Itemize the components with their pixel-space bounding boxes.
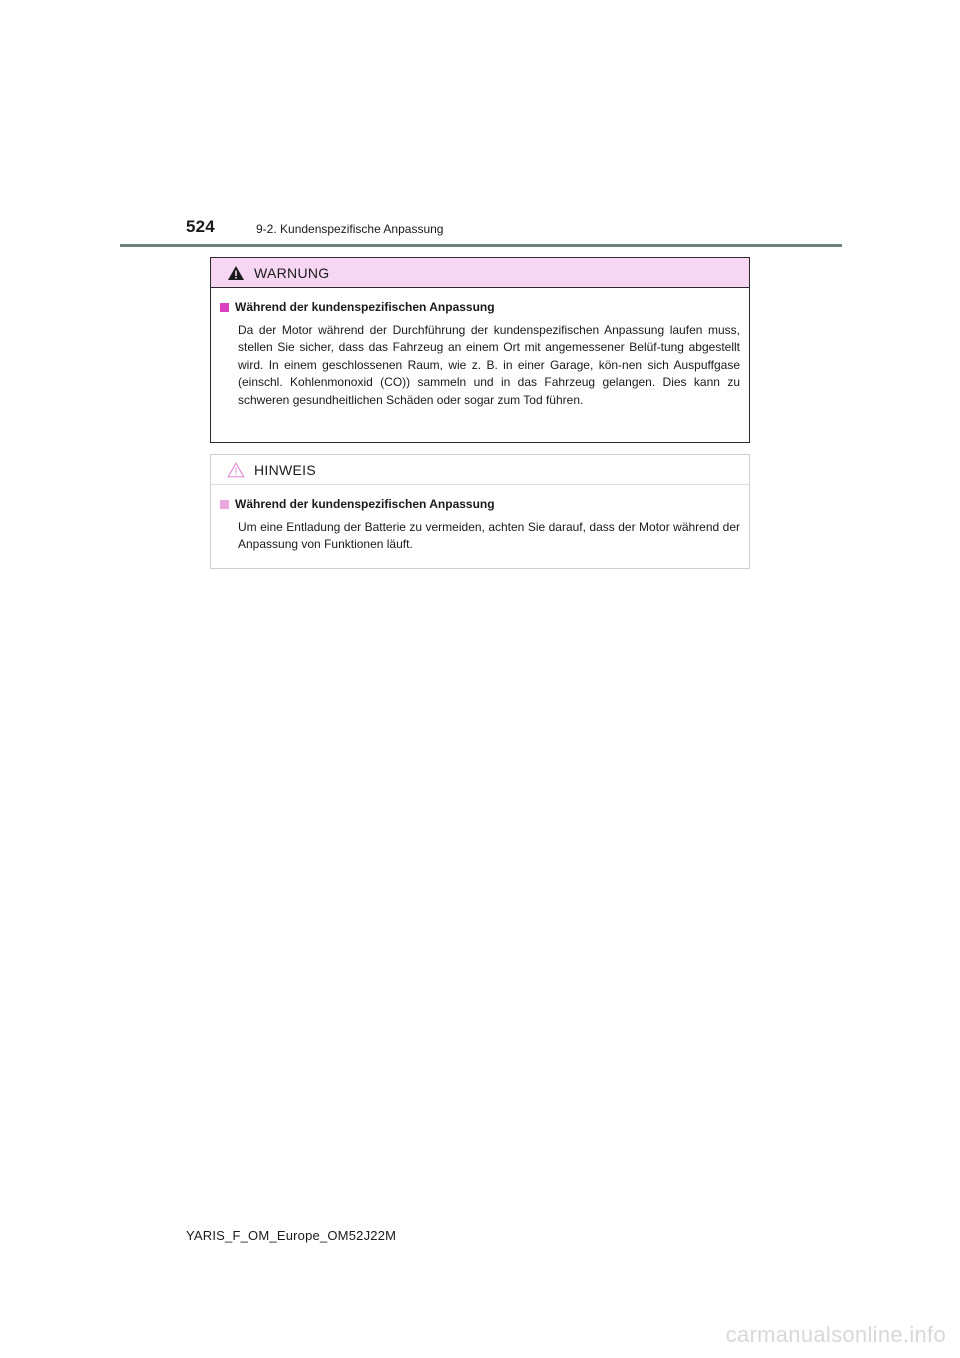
watermark: carmanualsonline.info	[725, 1322, 946, 1347]
notice-item-text: Um eine Entladung der Batterie zu vermeiden, achten Sie darauf, dass der Motor während der Anpassung von Funktionen läuft.	[238, 520, 740, 552]
square-bullet-icon	[220, 303, 229, 312]
warning-body	[211, 288, 749, 409]
section-title: 9-2. Kundenspezifische Anpassung	[256, 222, 444, 236]
notice-header	[211, 455, 749, 485]
warning-triangle-icon	[227, 265, 254, 281]
header-divider	[120, 244, 842, 247]
warning-item-text: Da der Motor während der Durchführung der kundenspezifischen Anpassung laufen muss, stellen Sie sicher, dass das Fahrzeug an einem Ort mit angemessener Belüf-tung abgestellt wird. In einem geschlossenen Raum, wie z. B. in einer Garage, kön-nen sich Auspuffgase (einschl. Kohlenmonoxid (CO)) sammeln und in das Fahrzeug gelangen. Dies kann zu schweren gesundheitlichen Schäden oder sogar zum Tod führen.	[238, 323, 740, 407]
warning-header	[211, 258, 749, 288]
warning-box	[210, 257, 750, 443]
notice-heading-text: Während der kundenspezifischen Anpassung	[235, 497, 495, 511]
square-bullet-icon	[220, 500, 229, 509]
warning-label: WARNUNG	[254, 264, 330, 281]
page-number: 524	[186, 217, 215, 236]
notice-body	[211, 485, 749, 554]
warning-item-heading	[220, 300, 740, 314]
notice-item-heading	[220, 497, 740, 511]
document-code: YARIS_F_OM_Europe_OM52J22M	[186, 1228, 397, 1243]
notice-label: HINWEIS	[254, 461, 316, 478]
notice-box	[210, 454, 750, 569]
notice-triangle-outline-icon	[227, 462, 254, 478]
warning-heading-text: Während der kundenspezifischen Anpassung	[235, 300, 495, 314]
